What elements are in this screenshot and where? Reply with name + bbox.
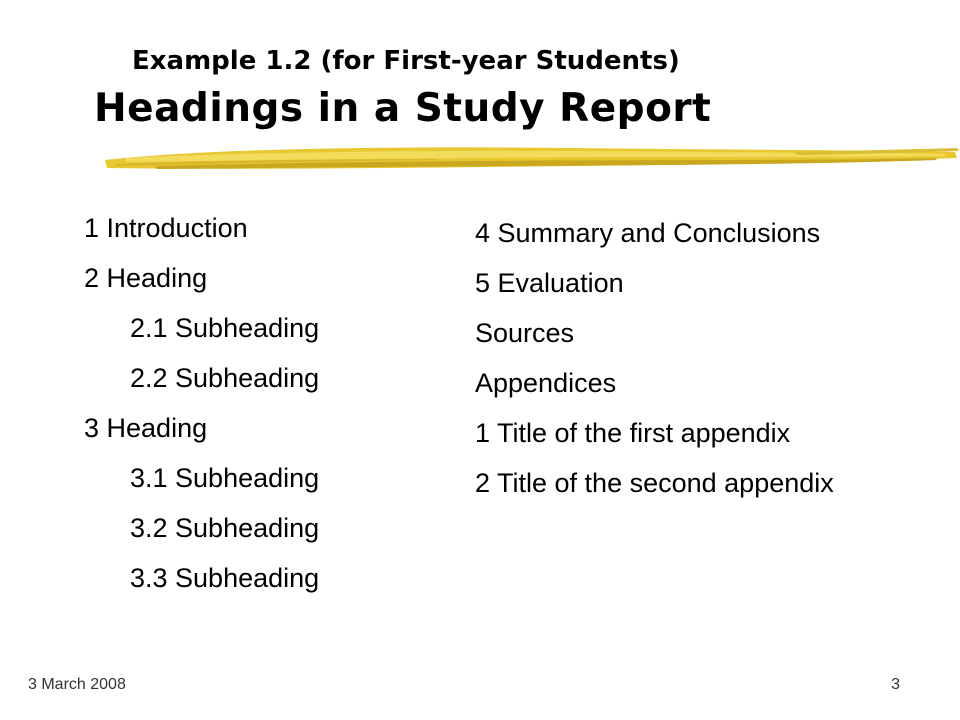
heading-list-item: 4 Summary and Conclusions (475, 218, 821, 248)
heading-list-item: 1 Title of the first appendix (475, 418, 791, 448)
heading-list-item: 3.2 Subheading (130, 513, 320, 543)
slide-title: Headings in a Study Report (94, 86, 712, 131)
heading-list-item: Appendices (475, 368, 617, 398)
right-heading-list (475, 208, 834, 508)
heading-list-item: 3.3 Subheading (130, 563, 320, 593)
heading-list-item: 2.1 Subheading (130, 313, 320, 343)
footer-date: 3 March 2008 (28, 676, 126, 693)
heading-list-item: 2 Heading (84, 263, 208, 293)
heading-list-item: 3 Heading (84, 413, 208, 443)
slide-subtitle: Example 1.2 (for First-year Students) (132, 46, 680, 76)
left-heading-list (84, 203, 319, 603)
footer-page-number: 3 (891, 676, 900, 693)
heading-list-item: 2 Title of the second appendix (475, 468, 834, 498)
heading-list-item: 2.2 Subheading (130, 363, 320, 393)
heading-list-item: 1 Introduction (84, 213, 248, 243)
heading-list-item: Sources (475, 318, 575, 348)
brush-stroke-underline (95, 138, 960, 178)
heading-list-item: 3.1 Subheading (130, 463, 320, 493)
heading-list-item: 5 Evaluation (475, 268, 624, 298)
